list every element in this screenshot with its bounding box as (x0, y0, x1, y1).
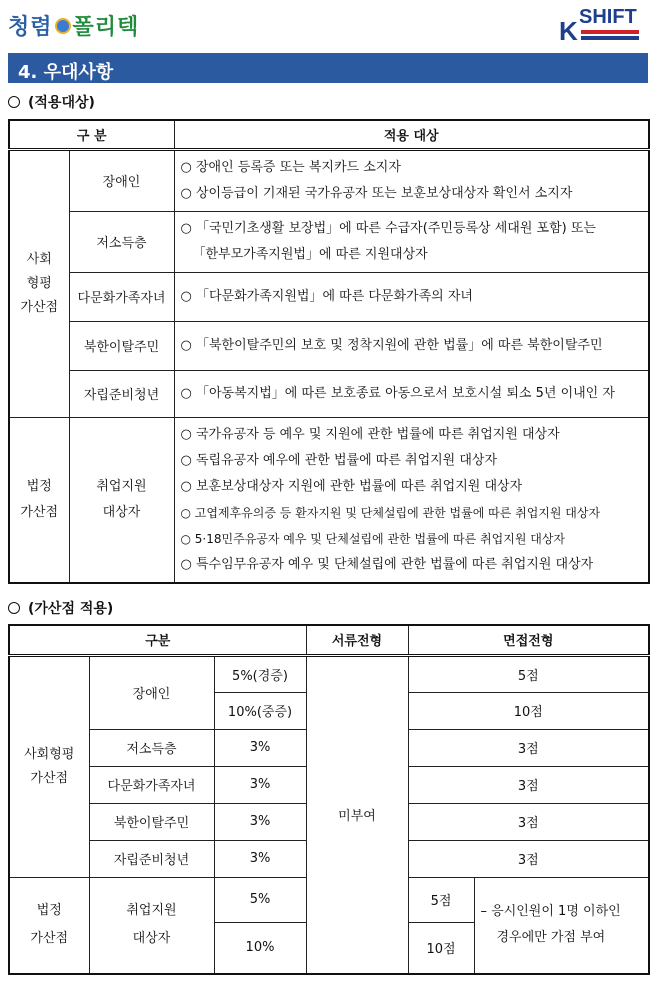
bonus-points-table (8, 624, 650, 975)
row-label: 북한이탈주민 (89, 803, 214, 840)
table1-subhead: (적용대상) (8, 92, 95, 112)
kshift-logo: K SHIFT (559, 6, 639, 42)
interview-cell: 5점 (408, 655, 649, 692)
logo-blue-bar (581, 36, 639, 40)
group-legal: 법정 가산점 (9, 877, 89, 974)
header-document: 서류전형 (306, 625, 408, 655)
logo-emblem-icon (55, 18, 71, 34)
pct-cell: 5% (214, 877, 306, 922)
row-items: ○ 「국민기초생활 보장법」에 따른 수급자(주민등록상 세대원 포함) 또는 「한부모가족지원법」에 따른 지원대상자 (174, 211, 649, 272)
doc-cell: 3% (214, 766, 306, 803)
group-social: 사회 형평 가산점 (9, 149, 69, 417)
row-label: 저소득층 (89, 729, 214, 766)
doc-cell: 3% (214, 729, 306, 766)
header-category: 구 분 (9, 120, 174, 149)
row-label: 북한이탈주민 (69, 321, 174, 370)
eligibility-table (8, 119, 650, 584)
pct-cell: 10% (214, 922, 306, 974)
row-label: 다문화가족자녀 (69, 272, 174, 321)
row-label: 장애인 (89, 655, 214, 729)
table-row (9, 417, 649, 583)
interview-cell: 3점 (408, 729, 649, 766)
table-row (9, 321, 649, 370)
interview-cell: 3점 (408, 840, 649, 877)
header-category: 구분 (9, 625, 306, 655)
row-label: 자립준비청년 (69, 370, 174, 417)
table-row (9, 272, 649, 321)
row-label: 장애인 (69, 149, 174, 211)
row-items: ○ 장애인 등록증 또는 복지카드 소지자 ○ 상이등급이 기재된 국가유공자 또는 보훈보상대상자 확인서 소지자 (174, 149, 649, 211)
circle-bullet-icon (8, 96, 20, 108)
row-label: 다문화가족자녀 (89, 766, 214, 803)
legal-note: – 응시인원이 1명 이하인 경우에만 가점 부여 (474, 877, 649, 974)
table-row (9, 149, 649, 211)
row-label: 취업지원 대상자 (69, 417, 174, 583)
row-items: ○ 「다문화가족지원법」에 따른 다문화가족의 자녀 (174, 272, 649, 321)
table-row (9, 211, 649, 272)
doc-cell: 3% (214, 803, 306, 840)
row-items: ○ 「북한이탈주민의 보호 및 정착지원에 관한 법률」에 따른 북한이탈주민 (174, 321, 649, 370)
header-target: 적용 대상 (174, 120, 649, 149)
page-header (0, 0, 651, 50)
row-items: ○ 「아동복지법」에 따른 보호종료 아동으로서 보호시설 퇴소 5년 이내인 자 (174, 370, 649, 417)
table2-subhead: (가산점 적용) (8, 598, 113, 618)
row-label: 취업지원 대상자 (89, 877, 214, 974)
organization-logo: 청렴 폴리텍 (8, 14, 140, 40)
table-row (9, 370, 649, 417)
table-row (9, 655, 649, 692)
interview-cell: 10점 (408, 922, 474, 974)
grade-cell: 5%(경증) (214, 655, 306, 692)
doc-cell: 3% (214, 840, 306, 877)
document-note: 미부여 (306, 655, 408, 974)
row-label: 저소득층 (69, 211, 174, 272)
section-title: 4. 우대사항 (8, 53, 648, 83)
interview-cell: 3점 (408, 766, 649, 803)
interview-cell: 5점 (408, 877, 474, 922)
interview-cell: 10점 (408, 692, 649, 729)
interview-cell: 3점 (408, 803, 649, 840)
row-items: ○ 국가유공자 등 예우 및 지원에 관한 법률에 따른 취업지원 대상자 ○ 독립유공자 예우에 관한 법률에 따른 취업지원 대상자 ○ 보훈보상대상자 지원에 관한 법률에 따른 취업지원 대상자 ○ 고엽제후유의증 등 환자지원 및 단체설립에 관한 법률에 따른 취업지원 대상자 ○ 5·18민주유공자 예우 및 단체설립에 관한 법률에 따른 취업지원 대상자 ○ 특수임무유공자 예우 및 단체설립에 관한 법률에 따른 취업지원 대상자 (174, 417, 649, 583)
group-legal: 법정 가산점 (9, 417, 69, 583)
header-interview: 면접전형 (408, 625, 649, 655)
group-social: 사회형평 가산점 (9, 655, 89, 877)
logo-red-bar (581, 30, 639, 34)
row-label: 자립준비청년 (89, 840, 214, 877)
circle-bullet-icon (8, 602, 20, 614)
grade-cell: 10%(중증) (214, 692, 306, 729)
